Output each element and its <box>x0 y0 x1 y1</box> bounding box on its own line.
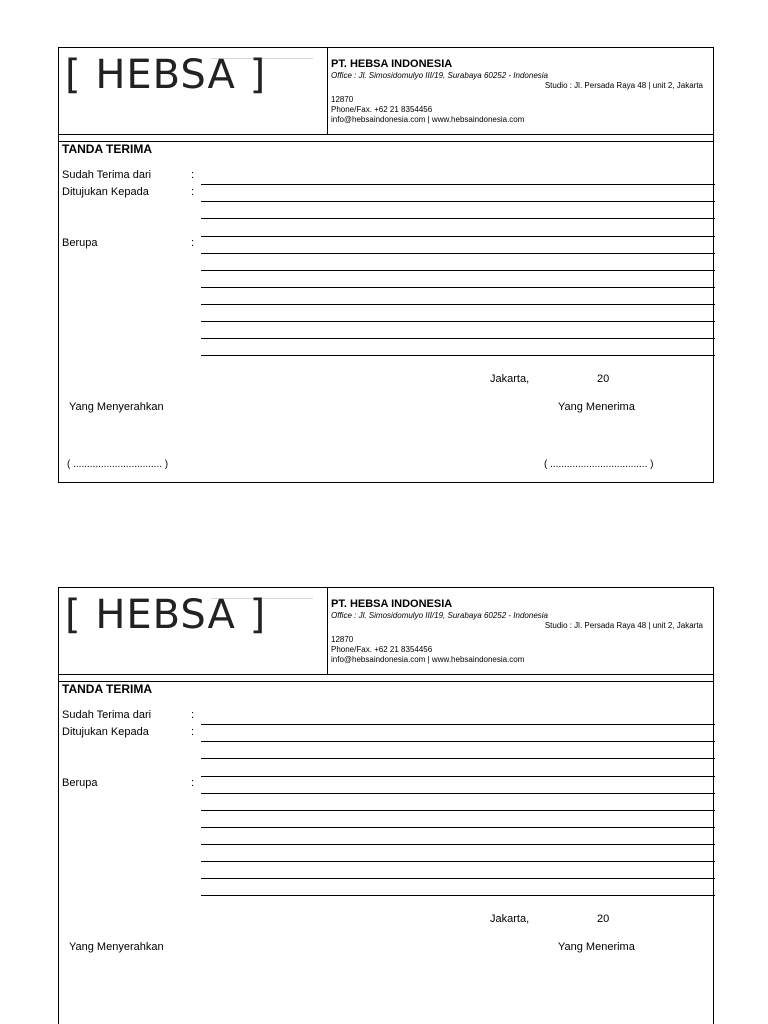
items-line[interactable] <box>201 844 715 845</box>
receiver-signature-line[interactable]: ( ................................... ) <box>544 459 654 470</box>
addressed-to-label: Ditujukan Kepada <box>62 726 149 738</box>
company-info <box>331 58 711 125</box>
header-divider <box>59 141 713 142</box>
office-address: Office : Jl. Simosidomulyo III/19, Surabaya 60252 - Indonesia <box>331 71 549 80</box>
contact-email-web: info@hebsaindonesia.com | www.hebsaindonesia.com <box>331 655 525 664</box>
form-header <box>59 588 713 675</box>
colon: : <box>191 237 195 249</box>
items-label: Berupa <box>62 237 98 249</box>
addressed-to-line[interactable] <box>201 776 715 777</box>
year-label: 20 <box>597 373 610 385</box>
items-line[interactable] <box>201 878 715 879</box>
form-title: TANDA TERIMA <box>62 142 152 156</box>
items-line[interactable] <box>201 810 715 811</box>
items-line[interactable] <box>201 304 715 305</box>
studio-address: Studio : Jl. Persada Raya 48 | unit 2, Jakarta <box>544 81 703 90</box>
receiver-label: Yang Menerima <box>558 941 635 953</box>
items-line[interactable] <box>201 270 715 271</box>
company-info <box>331 598 711 665</box>
items-label: Berupa <box>62 777 98 789</box>
items-line[interactable] <box>201 338 715 339</box>
giver-signature-line[interactable]: ( ................................ ) <box>67 459 169 470</box>
company-logo: [ HEBSA ] <box>65 52 267 98</box>
postcode: 12870 <box>331 635 354 644</box>
receiver-label: Yang Menerima <box>558 401 635 413</box>
company-name: PT. HEBSA INDONESIA <box>331 58 453 70</box>
receipt-form-2 <box>58 587 714 1024</box>
company-name: PT. HEBSA INDONESIA <box>331 598 453 610</box>
items-line[interactable] <box>201 321 715 322</box>
received-from-label: Sudah Terima dari <box>62 709 152 721</box>
contact-email-web: info@hebsaindonesia.com | www.hebsaindonesia.com <box>331 115 525 124</box>
logo-cell <box>59 588 328 674</box>
colon: : <box>191 709 195 721</box>
studio-address: Studio : Jl. Persada Raya 48 | unit 2, Jakarta <box>544 621 703 630</box>
receipt-form-1 <box>58 47 714 483</box>
colon: : <box>191 186 195 198</box>
logo-cell <box>59 48 328 134</box>
received-from-line[interactable] <box>201 184 715 185</box>
items-line[interactable] <box>201 253 715 254</box>
received-from-label: Sudah Terima dari <box>62 169 152 181</box>
office-address: Office : Jl. Simosidomulyo III/19, Surabaya 60252 - Indonesia <box>331 611 549 620</box>
addressed-to-line[interactable] <box>201 236 715 237</box>
items-line[interactable] <box>201 793 715 794</box>
giver-label: Yang Menyerahkan <box>69 941 164 953</box>
header-divider <box>59 681 713 682</box>
place-label: Jakarta, <box>490 913 530 925</box>
items-line[interactable] <box>201 827 715 828</box>
items-line[interactable] <box>201 355 715 356</box>
giver-label: Yang Menyerahkan <box>69 401 164 413</box>
phone-fax: Phone/Fax. +62 21 8354456 <box>331 105 433 114</box>
colon: : <box>191 777 195 789</box>
addressed-to-line[interactable] <box>201 201 715 202</box>
company-logo: [ HEBSA ] <box>65 592 267 638</box>
addressed-to-line[interactable] <box>201 741 715 742</box>
addressed-to-line[interactable] <box>201 218 715 219</box>
form-title: TANDA TERIMA <box>62 682 152 696</box>
colon: : <box>191 726 195 738</box>
items-line[interactable] <box>201 287 715 288</box>
place-label: Jakarta, <box>490 373 530 385</box>
form-header <box>59 48 713 135</box>
year-label: 20 <box>597 913 610 925</box>
items-line[interactable] <box>201 861 715 862</box>
colon: : <box>191 169 195 181</box>
items-line[interactable] <box>201 895 715 896</box>
received-from-line[interactable] <box>201 724 715 725</box>
postcode: 12870 <box>331 95 354 104</box>
addressed-to-label: Ditujukan Kepada <box>62 186 149 198</box>
phone-fax: Phone/Fax. +62 21 8354456 <box>331 645 433 654</box>
addressed-to-line[interactable] <box>201 758 715 759</box>
